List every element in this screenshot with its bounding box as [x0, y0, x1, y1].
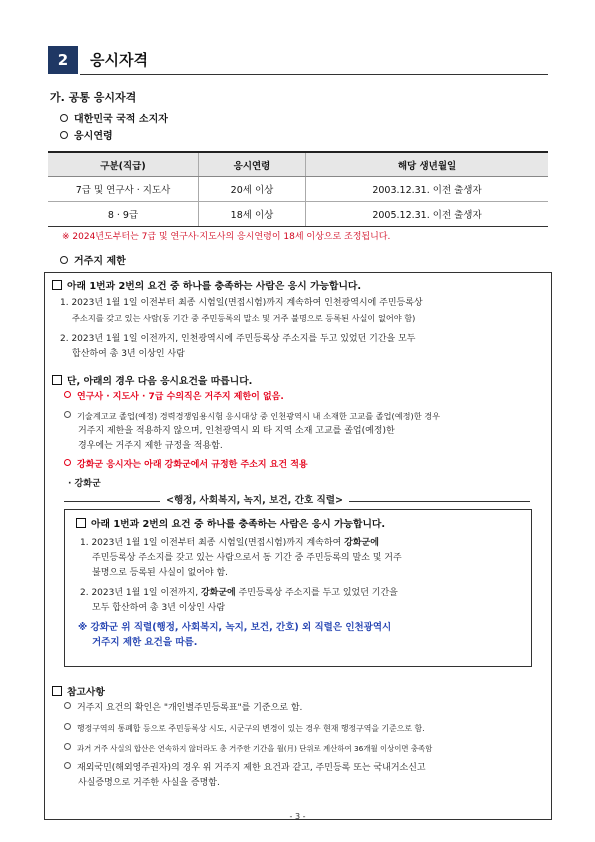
- exception-3-text: 강화군 응시자는 아래 강화군에서 규정한 주소지 요건 적용: [77, 460, 308, 470]
- ganghwa-req2-emphasis: 강화군에: [200, 588, 236, 598]
- requirement-1: [60, 296, 423, 326]
- ganghwa-requirement-1: [80, 536, 526, 581]
- reference-4-line1: 재외국민(해외영주권자)의 경우 위 거주지 제한 요건과 같고, 주민등록 또는 국내거소신고: [77, 763, 426, 773]
- exception-1: [64, 390, 284, 405]
- checkbox-square-icon: [52, 375, 62, 385]
- circle-bullet-icon: [64, 702, 71, 709]
- section-title: 응시자격: [90, 51, 148, 69]
- heading-text: 참고사항: [67, 687, 105, 698]
- circle-bullet-icon: [64, 459, 71, 466]
- col-header-birthdate: 해당 생년월일: [306, 152, 549, 177]
- age-table: [48, 151, 548, 227]
- table-row: [48, 202, 548, 227]
- circle-bullet-icon: [64, 391, 71, 398]
- heading-text: 아래 1번과 2번의 요건 중 하나를 충족하는 사람은 응시 가능합니다.: [67, 281, 362, 292]
- circle-bullet-icon: [64, 743, 71, 750]
- ganghwa-box-heading: [76, 516, 385, 530]
- circle-bullet-icon: [64, 762, 71, 769]
- table-header-row: [48, 152, 548, 177]
- residence-box-heading: [52, 278, 361, 292]
- reference-4-line2: 사실증명으로 거주한 사실을 증명함.: [78, 778, 220, 788]
- reference-1: [64, 701, 302, 716]
- cell-age: 20세 이상: [199, 177, 306, 202]
- ganghwa-req1-emphasis: 강화군에: [344, 538, 379, 548]
- ganghwa-req2-line2: 모두 합산하여 총 3년 이상인 사람: [92, 603, 226, 613]
- age-label: 응시연령: [74, 131, 113, 142]
- reference-3: [64, 741, 432, 756]
- ganghwa-label: · 강화군: [68, 479, 101, 489]
- circle-bullet-icon: [64, 723, 71, 730]
- col-header-age: 응시연령: [199, 152, 306, 177]
- heading-text: 단, 아래의 경우 다음 응시요건을 따릅니다.: [67, 376, 253, 387]
- heading-text: 아래 1번과 2번의 요건 중 하나를 충족하는 사람은 응시 가능합니다.: [91, 519, 386, 530]
- age-adjustment-note: ※ 2024년도부터는 7급 및 연구사·지도사의 응시연령이 18세 이상으로 조정됩니다.: [62, 232, 391, 242]
- common-qualification-heading: 가. 공통 응시자격: [50, 91, 137, 104]
- age-item: [60, 127, 113, 142]
- exception-2-line2: 거주지 제한을 적용하지 않으며, 인천광역시 외 타 지역 소재 고교를 졸업(예정)한: [78, 426, 395, 436]
- exception-1-text: 연구사 · 지도사 · 7급 수의직은 거주지 제한이 없음.: [77, 392, 284, 402]
- exception-2: [64, 409, 544, 454]
- reference-heading: [52, 684, 105, 698]
- ganghwa-title: <행정, 사회복지, 녹지, 보건, 간호 직렬>: [160, 493, 349, 508]
- ganghwa-req2-text: 2. 2023년 1월 1일 이전까지,: [80, 588, 201, 598]
- col-header-category: 구분(직급): [48, 152, 199, 177]
- residence-heading: 거주지 제한: [74, 256, 126, 267]
- ganghwa-requirement-2: [80, 586, 526, 616]
- ganghwa-note-line1: ※ 강화군 위 직렬(행정, 사회복지, 녹지, 보건, 간호) 외 직렬은 인천광역시: [78, 622, 392, 633]
- reference-1-text: 거주지 요건의 확인은 "개인별주민등록표"를 기준으로 함.: [77, 703, 303, 713]
- checkbox-square-icon: [52, 686, 62, 696]
- nationality-item: [60, 110, 168, 125]
- exception-3: [64, 458, 308, 473]
- requirement-2: [60, 332, 415, 362]
- exception-2-line1: 기술계고교 졸업(예정) 경력경쟁임용시험 응시대상 중 인천광역시 내 소재한 고교를 졸업(예정)한 경우: [77, 411, 441, 421]
- cell-category: 8 · 9급: [48, 202, 199, 227]
- page-number: - 3 -: [289, 812, 306, 821]
- ganghwa-req1-line2: 주민등록상 주소지를 갖고 있는 사람으로서 동 기간 중 주민등록의 말소 및 거주: [92, 553, 402, 563]
- cell-birthdate: 2003.12.31. 이전 출생자: [306, 177, 549, 202]
- reference-4: [64, 761, 544, 791]
- ring-bullet-icon: [60, 131, 68, 139]
- checkbox-square-icon: [76, 518, 86, 528]
- reference-2-text: 행정구역의 통폐합 등으로 주민등록상 시도, 시군구의 변경이 있는 경우 현재 행정구역을 기준으로 함.: [77, 724, 425, 733]
- requirement-1-line2: 주소지를 갖고 있는 사람(동 기간 중 주민등록의 말소 및 거주 불명으로 등록된 사실이 없어야 함): [72, 313, 416, 323]
- nationality-label: 대한민국 국적 소지자: [74, 114, 168, 125]
- reference-2: [64, 721, 425, 736]
- section-divider: [80, 74, 548, 75]
- requirement-1-line1: 1. 2023년 1월 1일 이전부터 최종 시험일(면접시험)까지 계속하여 인천광역시에 주민등록상: [60, 298, 423, 308]
- residence-item: [60, 252, 126, 267]
- requirement-2-line2: 합산하여 총 3년 이상인 사람: [72, 349, 185, 359]
- exception-heading: [52, 373, 252, 387]
- requirement-2-line1: 2. 2023년 1월 1일 이전까지, 인천광역시에 주민등록상 주소지를 두고 있었던 기간을 모두: [60, 334, 416, 344]
- table-row: [48, 177, 548, 202]
- ganghwa-note: [78, 620, 391, 650]
- reference-3-text: 과거 거주 사실의 합산은 연속하지 않더라도 총 거주한 기간을 월(月) 단위로 계산하여 36개월 이상이면 충족함: [77, 744, 433, 753]
- circle-bullet-icon: [64, 411, 71, 418]
- ring-bullet-icon: [60, 114, 68, 122]
- section-number: 2: [48, 46, 78, 74]
- cell-birthdate: 2005.12.31. 이전 출생자: [306, 202, 549, 227]
- checkbox-square-icon: [52, 280, 62, 290]
- exception-2-line3: 경우에는 거주지 제한 규정을 적용함.: [78, 441, 223, 451]
- ganghwa-req1-line3: 불명으로 등록된 사실이 없어야 함.: [92, 568, 229, 578]
- ganghwa-req2-text-cont: 주민등록상 주소지를 두고 있었던 기간을: [235, 588, 398, 598]
- ring-bullet-icon: [60, 256, 68, 264]
- cell-age: 18세 이상: [199, 202, 306, 227]
- ganghwa-req1-text: 1. 2023년 1월 1일 이전부터 최종 시험일(면접시험)까지 계속하여: [80, 538, 345, 548]
- cell-category: 7급 및 연구사 · 지도사: [48, 177, 199, 202]
- ganghwa-note-line2: 거주지 제한 요건을 따름.: [92, 637, 198, 648]
